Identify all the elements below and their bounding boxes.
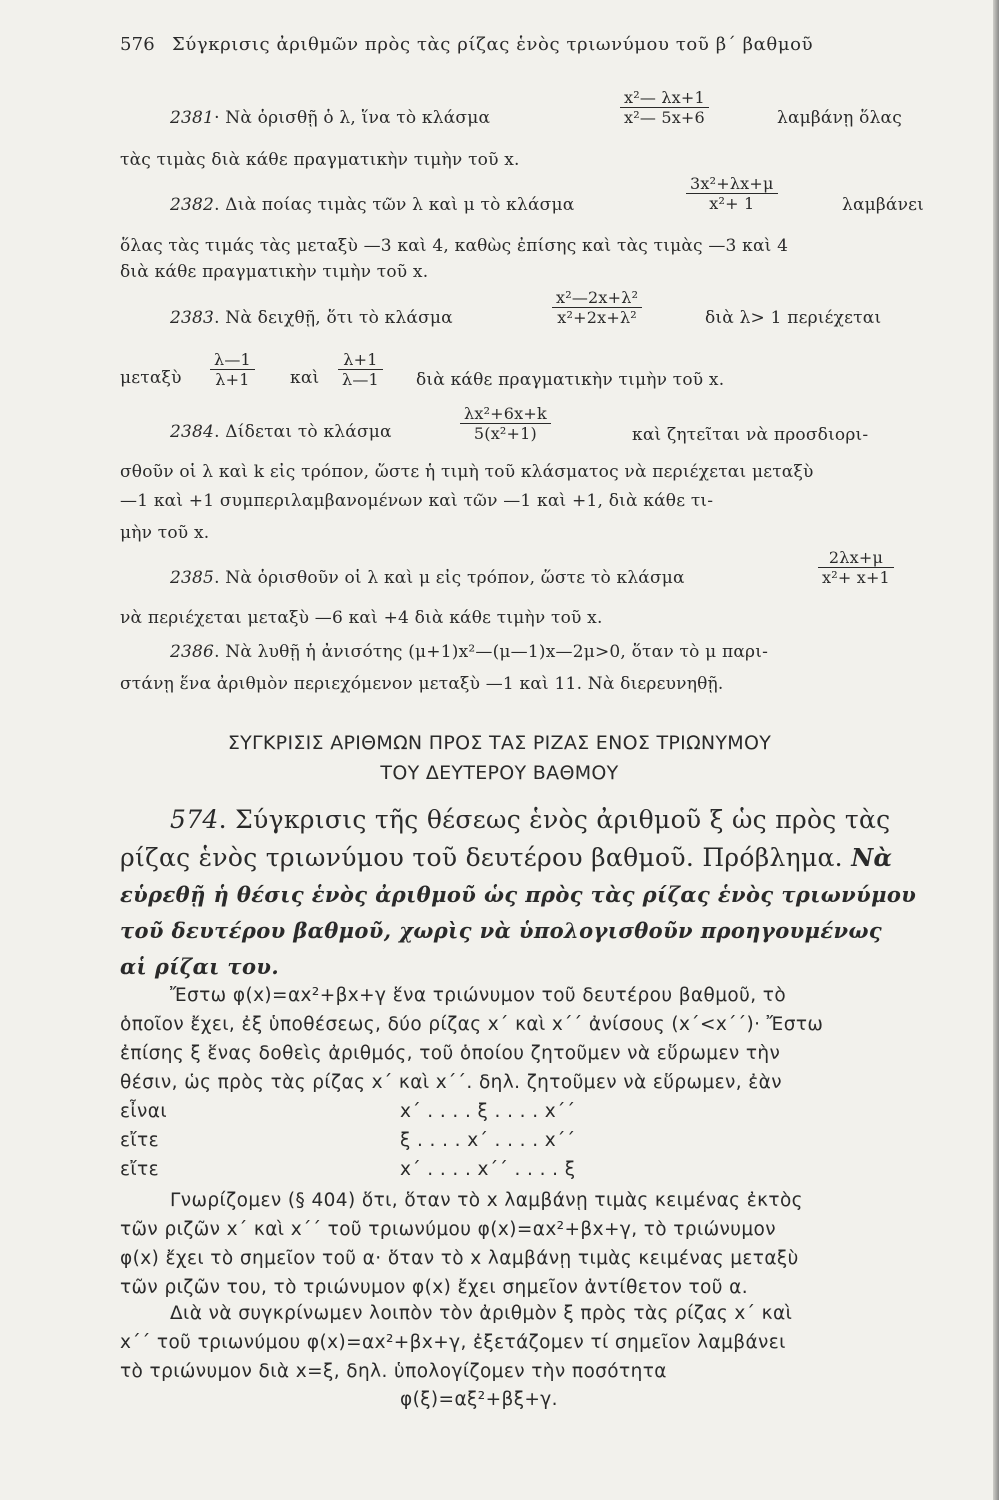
paragraph-line: τὸ τριώνυμον διὰ x=ξ, δηλ. ὑπολογίζομεν τὴν ποσότητα <box>120 1361 667 1382</box>
paragraph-line: τῶν ριζῶν του, τὸ τριώνυμον φ(x) ἔχει σημεῖον ἀντίθετον τοῦ α. <box>120 1277 748 1298</box>
case-label: εἶναι <box>120 1101 168 1122</box>
exercise-text: . Δίδεται τὸ κλάσμα <box>214 422 392 442</box>
exercise-text: . Διὰ ποίας τιμὰς τῶν λ καὶ μ τὸ κλάσμα <box>214 195 575 215</box>
fraction-2383-b <box>338 350 383 389</box>
exercise-2382-after: λαμβάνει <box>842 195 925 215</box>
exercise-2386 <box>170 642 768 662</box>
fraction-numerator: λ+1 <box>343 350 378 369</box>
case-sequence: x΄ . . . . ξ . . . . x΄΄ <box>400 1101 576 1122</box>
case-label: εἴτε <box>120 1159 159 1180</box>
exercise-2385-line2: νὰ περιέχεται μεταξὺ —6 καὶ +4 διὰ κάθε τιμὴν τοῦ x. <box>120 608 603 628</box>
exercise-2384-after: καὶ ζητεῖται νὰ προσδιορι- <box>632 425 869 445</box>
fraction-denominator: x²+2x+λ² <box>552 307 642 327</box>
article-title-line4: τοῦ δευτέρου βαθμοῦ, χωρὶς νὰ ὑπολογισθοῦν προηγουμένως <box>120 918 883 943</box>
fraction-denominator: λ—1 <box>338 369 383 389</box>
fraction-2384 <box>460 404 551 443</box>
article-title-text: ρίζας ἑνὸς τριωνύμου τοῦ δευτέρου βαθμοῦ. Πρόβλημα. <box>120 843 843 872</box>
formula: φ(ξ)=αξ²+βξ+γ. <box>400 1389 558 1410</box>
article-title-line2 <box>120 843 892 872</box>
running-title: Σύγκρισις ἀριθμῶν πρὸς τὰς ρίζας ἑνὸς τριωνύμου τοῦ β΄ βαθμοῦ <box>172 34 814 55</box>
fraction-2381 <box>620 88 709 127</box>
paragraph-line: θέσιν, ὡς πρὸς τὰς ρίζας x΄ καὶ x΄΄. δηλ. ζητοῦμεν νὰ εὕρωμεν, ἐὰν <box>120 1072 782 1093</box>
article-title-text: . Σύγκρισις τῆς θέσεως ἑνὸς ἀριθμοῦ ξ ὡς πρὸς τὰς <box>218 805 891 834</box>
paragraph-line: Ἔστω φ(x)=αx²+βx+γ ἕνα τριώνυμον τοῦ δευτέρου βαθμοῦ, τὸ <box>170 985 787 1006</box>
exercise-2383-and: καὶ <box>290 368 320 388</box>
case-label: εἴτε <box>120 1130 159 1151</box>
paragraph-line: ὁποῖον ἔχει, ἐξ ὑποθέσεως, δύο ρίζας x΄ καὶ x΄΄ ἀνίσους (x΄<x΄΄)· Ἔστω <box>120 1014 824 1035</box>
exercise-2383-after: διὰ λ> 1 περιέχεται <box>705 308 882 328</box>
fraction-numerator: 2λx+μ <box>828 548 884 567</box>
article-title-line5: αἱ ρίζαι του. <box>120 954 280 979</box>
fraction-denominator: λ+1 <box>210 369 255 389</box>
exercise-2384 <box>170 422 392 442</box>
paragraph-line: φ(x) ἔχει τὸ σημεῖον τοῦ α· ὅταν τὸ x λαμβάνῃ τιμὰς κειμένας μεταξὺ <box>120 1248 799 1269</box>
fraction-numerator: λx²+6x+k <box>464 404 547 423</box>
exercise-number: 2386 <box>170 642 215 662</box>
paragraph-line: ἐπίσης ξ ἕνας δοθεὶς ἀριθμός, τοῦ ὁποίου ζητοῦμεν νὰ εὕρωμεν τὴν <box>120 1043 781 1064</box>
exercise-2385 <box>170 568 685 588</box>
fraction-denominator: x²— 5x+6 <box>620 107 709 127</box>
exercise-2381 <box>170 108 490 128</box>
exercise-2383-meta: μεταξὺ <box>120 368 182 388</box>
fraction-denominator: x²+ 1 <box>686 193 778 213</box>
exercise-text: . Νὰ ὁρισθοῦν οἱ λ καὶ μ εἰς τρόπον, ὥστε τὸ κλάσμα <box>214 568 685 588</box>
exercise-number: 2385 <box>170 568 215 588</box>
fraction-denominator: 5(x²+1) <box>460 423 551 443</box>
article-title-text-italic: Νὰ <box>851 843 893 872</box>
paragraph-line: x΄΄ τοῦ τριωνύμου φ(x)=αx²+βx+γ, ἐξετάζομεν τί σημεῖον λαμβάνει <box>120 1332 786 1353</box>
exercise-2384-line4: μὴν τοῦ x. <box>120 523 210 543</box>
fraction-numerator: λ—1 <box>214 350 251 369</box>
fraction-2383 <box>552 288 642 327</box>
fraction-numerator: x²— λx+1 <box>624 88 705 107</box>
article-title-line1 <box>170 805 890 834</box>
case-sequence: x΄ . . . . x΄΄ . . . . ξ <box>400 1159 576 1180</box>
paragraph-line: Γνωρίζομεν (§ 404) ὅτι, ὅταν τὸ x λαμβάνῃ τιμὰς κειμένας ἐκτὸς <box>170 1190 803 1211</box>
exercise-2383 <box>170 308 453 328</box>
exercise-2384-line3: —1 καὶ +1 συμπεριλαμβανομένων καὶ τῶν —1 καὶ +1, διὰ κάθε τι- <box>120 491 714 511</box>
article-number: 574 <box>170 805 219 834</box>
exercise-number: 2382 <box>170 195 215 215</box>
fraction-numerator: 3x²+λx+μ <box>690 174 774 193</box>
fraction-2382 <box>686 174 778 213</box>
exercise-text: · Νὰ ὁρισθῇ ὁ λ, ἵνα τὸ κλάσμα <box>214 108 491 128</box>
fraction-denominator: x²+ x+1 <box>818 567 894 587</box>
paragraph-line: τῶν ριζῶν x΄ καὶ x΄΄ τοῦ τριωνύμου φ(x)=αx²+βx+γ, τὸ τριώνυμον <box>120 1219 776 1240</box>
section-heading-line2: ΤΟΥ ΔΕΥΤΕΡΟΥ ΒΑΘΜΟΥ <box>380 762 619 784</box>
exercise-number: 2383 <box>170 308 215 328</box>
exercise-2381-after: λαμβάνῃ ὅλας <box>777 108 902 128</box>
fraction-numerator: x²—2x+λ² <box>556 288 639 307</box>
fraction-2385 <box>818 548 894 587</box>
exercise-2382 <box>170 195 574 215</box>
section-heading-line1: ΣΥΓΚΡΙΣΙΣ ΑΡΙΘΜΩΝ ΠΡΟΣ ΤΑΣ ΡΙΖΑΣ ΕΝΟΣ ΤΡΙΩΝΥΜΟΥ <box>227 732 772 754</box>
exercise-2383-end: διὰ κάθε πραγματικὴν τιμὴν τοῦ x. <box>416 370 725 390</box>
exercise-number: 2384 <box>170 422 215 442</box>
fraction-2383-a <box>210 350 255 389</box>
exercise-text: . Νὰ λυθῇ ἡ ἀνισότης (μ+1)x²—(μ—1)x—2μ>0, ὅταν τὸ μ παρι- <box>214 642 769 662</box>
exercise-2386-line2: στάνῃ ἕνα ἀριθμὸν περιεχόμενον μεταξὺ —1 καὶ 11. Νὰ διερευνηθῇ. <box>120 674 724 694</box>
paragraph-line: Διὰ νὰ συγκρίνωμεν λοιπὸν τὸν ἀριθμὸν ξ πρὸς τὰς ρίζας x΄ καὶ <box>170 1303 793 1324</box>
exercise-2381-line2: τὰς τιμὰς διὰ κάθε πραγματικὴν τιμὴν τοῦ x. <box>120 150 520 170</box>
exercise-text: . Νὰ δειχθῇ, ὅτι τὸ κλάσμα <box>214 308 453 328</box>
exercise-2384-line2: σθοῦν οἱ λ καὶ k εἰς τρόπον, ὥστε ἡ τιμὴ τοῦ κλάσματος νὰ περιέχεται μεταξὺ <box>120 462 814 482</box>
page-number: 576 <box>120 34 155 55</box>
exercise-number: 2381 <box>170 108 215 128</box>
exercise-2382-line3: διὰ κάθε πραγματικὴν τιμὴν τοῦ x. <box>120 262 429 282</box>
case-sequence: ξ . . . . x΄ . . . . x΄΄ <box>400 1130 576 1151</box>
article-title-line3: εὑρεθῇ ἡ θέσις ἑνὸς ἀριθμοῦ ὡς πρὸς τὰς ρίζας ἑνὸς τριωνύμου <box>120 882 917 907</box>
exercise-2382-line2: ὅλας τὰς τιμάς τὰς μεταξὺ —3 καὶ 4, καθὼς ἐπίσης καὶ τὰς τιμὰς —3 καὶ 4 <box>120 236 789 256</box>
